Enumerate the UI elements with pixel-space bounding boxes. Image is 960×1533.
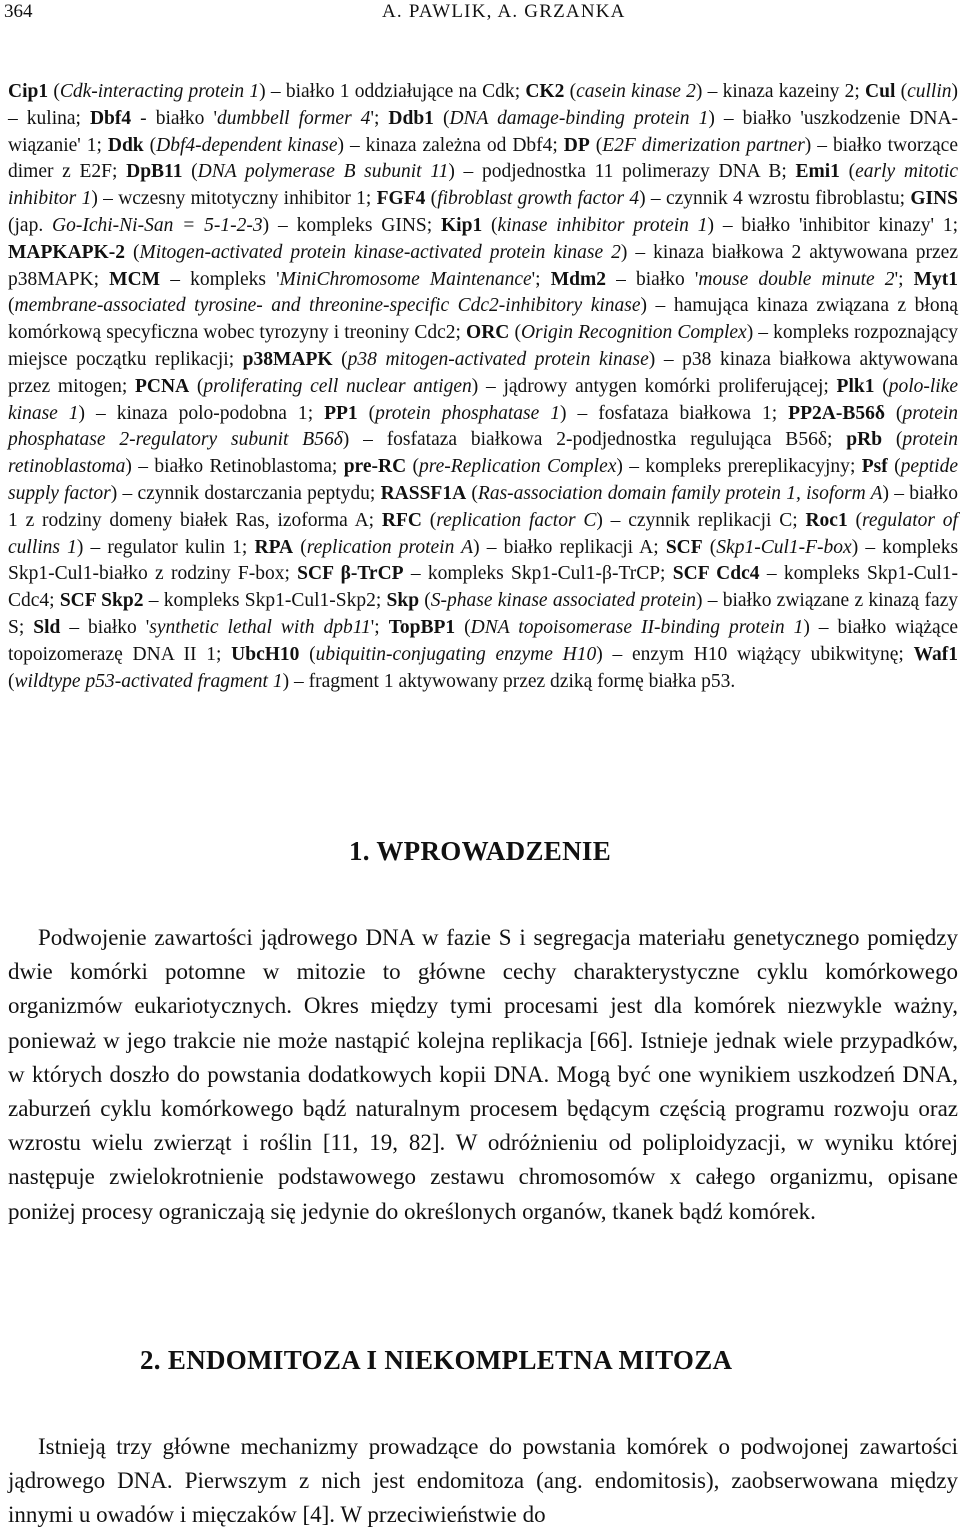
page-number: 364 (4, 1, 33, 22)
running-head-authors: A. PAWLIK, A. GRZANKA (382, 1, 626, 22)
running-head (0, 0, 960, 30)
section-heading-introduction: 1. WPROWADZENIE (348, 836, 612, 866)
section-heading-endomitosis: 2. ENDOMITOZA I NIEKOMPLETNA MITOZA (140, 1345, 733, 1375)
endomitosis-paragraph: Istnieją trzy główne mechanizmy prowadzące do powstania komórek o podwojonej zawartości jądrowego DNA. Pierwszym z nich jest endomitoza (ang. endomitosis), zaobserwowana między innymi u owadów i mięczaków [4]. W przeciwieństwie do (8, 1434, 958, 1528)
abbreviations-list: Cip1 (Cdk-interacting protein 1) – białko 1 oddziałujące na Cdk; CK2 (casein kinase 2) – kinaza kazeiny 2; Cul (cullin) – kulina; Dbf4 - białko 'dumbbell former 4'; Ddb1 (DNA damage-binding protein 1) – białko 'uszkodzenie DNA-wiązanie' 1; Ddk (Dbf4-dependent kinase) – kinaza zależna od Dbf4; DP (E2F dimerization partner) – białko tworzące dimer z E2F; DpB11 (DNA polymerase B subunit 11) – podjednostka 11 polimerazy DNA B; Emi1 (early mitotic inhibitor 1) – wczesny mitotyczny inhibitor 1; FGF4 (fibroblast growth factor 4) – czynnik 4 wzrostu fibroblastu; GINS (jap. Go-Ichi-Ni-San = 5-1-2-3) – kompleks GINS; Kip1 (kinase inhibitor protein 1) – białko 'inhibitor kinazy' 1; MAPKAPK-2 (Mitogen-activated protein kinase-activated protein kinase 2) – kinaza białkowa 2 aktywowana przez p38MAPK; MCM – kompleks 'MiniChromosome Maintenance'; Mdm2 – białko 'mouse double minute 2'; Myt1 (membrane-associated tyrosine- and threonine-specific Cdc2-inhibitory kinase) – hamująca kinaza związana z błoną komórkową specyficzna wobec tyrozyny i treoniny Cdc2; ORC (Origin Recognition Complex) – kompleks rozpoznający miejsce początku replikacji; p38MAPK (p38 mitogen-activated protein kinase) – p38 kinaza białkowa aktywowana przez mitogen; PCNA (proliferating cell nuclear antigen) – jądrowy antygen komórki proliferującej; Plk1 (polo-like kinase 1) – kinaza polo-podobna 1; PP1 (protein phosphatase 1) – fosfataza białkowa 1; PP2A-B56δ (protein phosphatase 2-regulatory subunit B56δ) – fosfataza białkowa 2-podjednostka regulująca B56δ; pRb (protein retinoblastoma) – białko Retinoblastoma; pre-RC (pre-Replication Complex) – kompleks prereplikacyjny; Psf (peptide supply factor) – czynnik dostarczania peptydu; RASSF1A (Ras-association domain family protein 1, isoform A) – białko 1 z rodziny domeny białek Ras, izoforma A; RFC (replication factor C) – czynnik replikacji C; Roc1 (regulator of cullins 1) – regulator kulin 1; RPA (replication protein A) – białko replikacji A; SCF (Skp1-Cul1-F-box) – kompleks Skp1-Cul1-białko z rodziny F-box; SCF β-TrCP – kompleks Skp1-Cul1-β-TrCP; SCF Cdc4 – kompleks Skp1-Cul1-Cdc4; SCF Skp2 – kompleks Skp1-Cul1-Skp2; Skp (S-phase kinase associated protein) – białko związane z kinazą fazy S; Sld – białko 'synthetic lethal with dpb11'; TopBP1 (DNA topoisomerase II-binding protein 1) – białko wiążące topoizomerazę DNA II 1; UbcH10 (ubiquitin-conjugating enzyme H10) – enzym H10 wiążący ubikwitynę; Waf1 (wildtype p53-activated fragment 1) – fragment 1 aktywowany przez dziką formę białka p53. (8, 81, 959, 692)
intro-paragraph: Podwojenie zawartości jądrowego DNA w fazie S i segregacja materiału genetycznego pomiędzy dwie komórki potomne w mitozie to główne cechy charakterystyczne cyklu komórkowego organizmów eukariotycznych. Okres między tymi procesami jest dla komórek niezwykle ważny, ponieważ w jego trakcie nie może nastąpić kolejna replikacja [66]. Istnieje jednak wiele przypadków, w których doszło do powstania dodatkowych kopii DNA. Mogą być one wynikiem uszkodzeń DNA, zaburzeń cyklu komórkowego bądź naturalnym procesem będącym częścią programu rozwoju oraz wzrostu wielu zwierząt i roślin [11, 19, 82]. W odróżnieniu od poliploidyzacji, w wyniku której następuje zwielokrotnienie podstawowego zestawu chromosomów x całego organizmu, opisane poniżej procesy ograniczają się jedynie do określonych organów, tkanek bądź komórek. (8, 925, 958, 1224)
